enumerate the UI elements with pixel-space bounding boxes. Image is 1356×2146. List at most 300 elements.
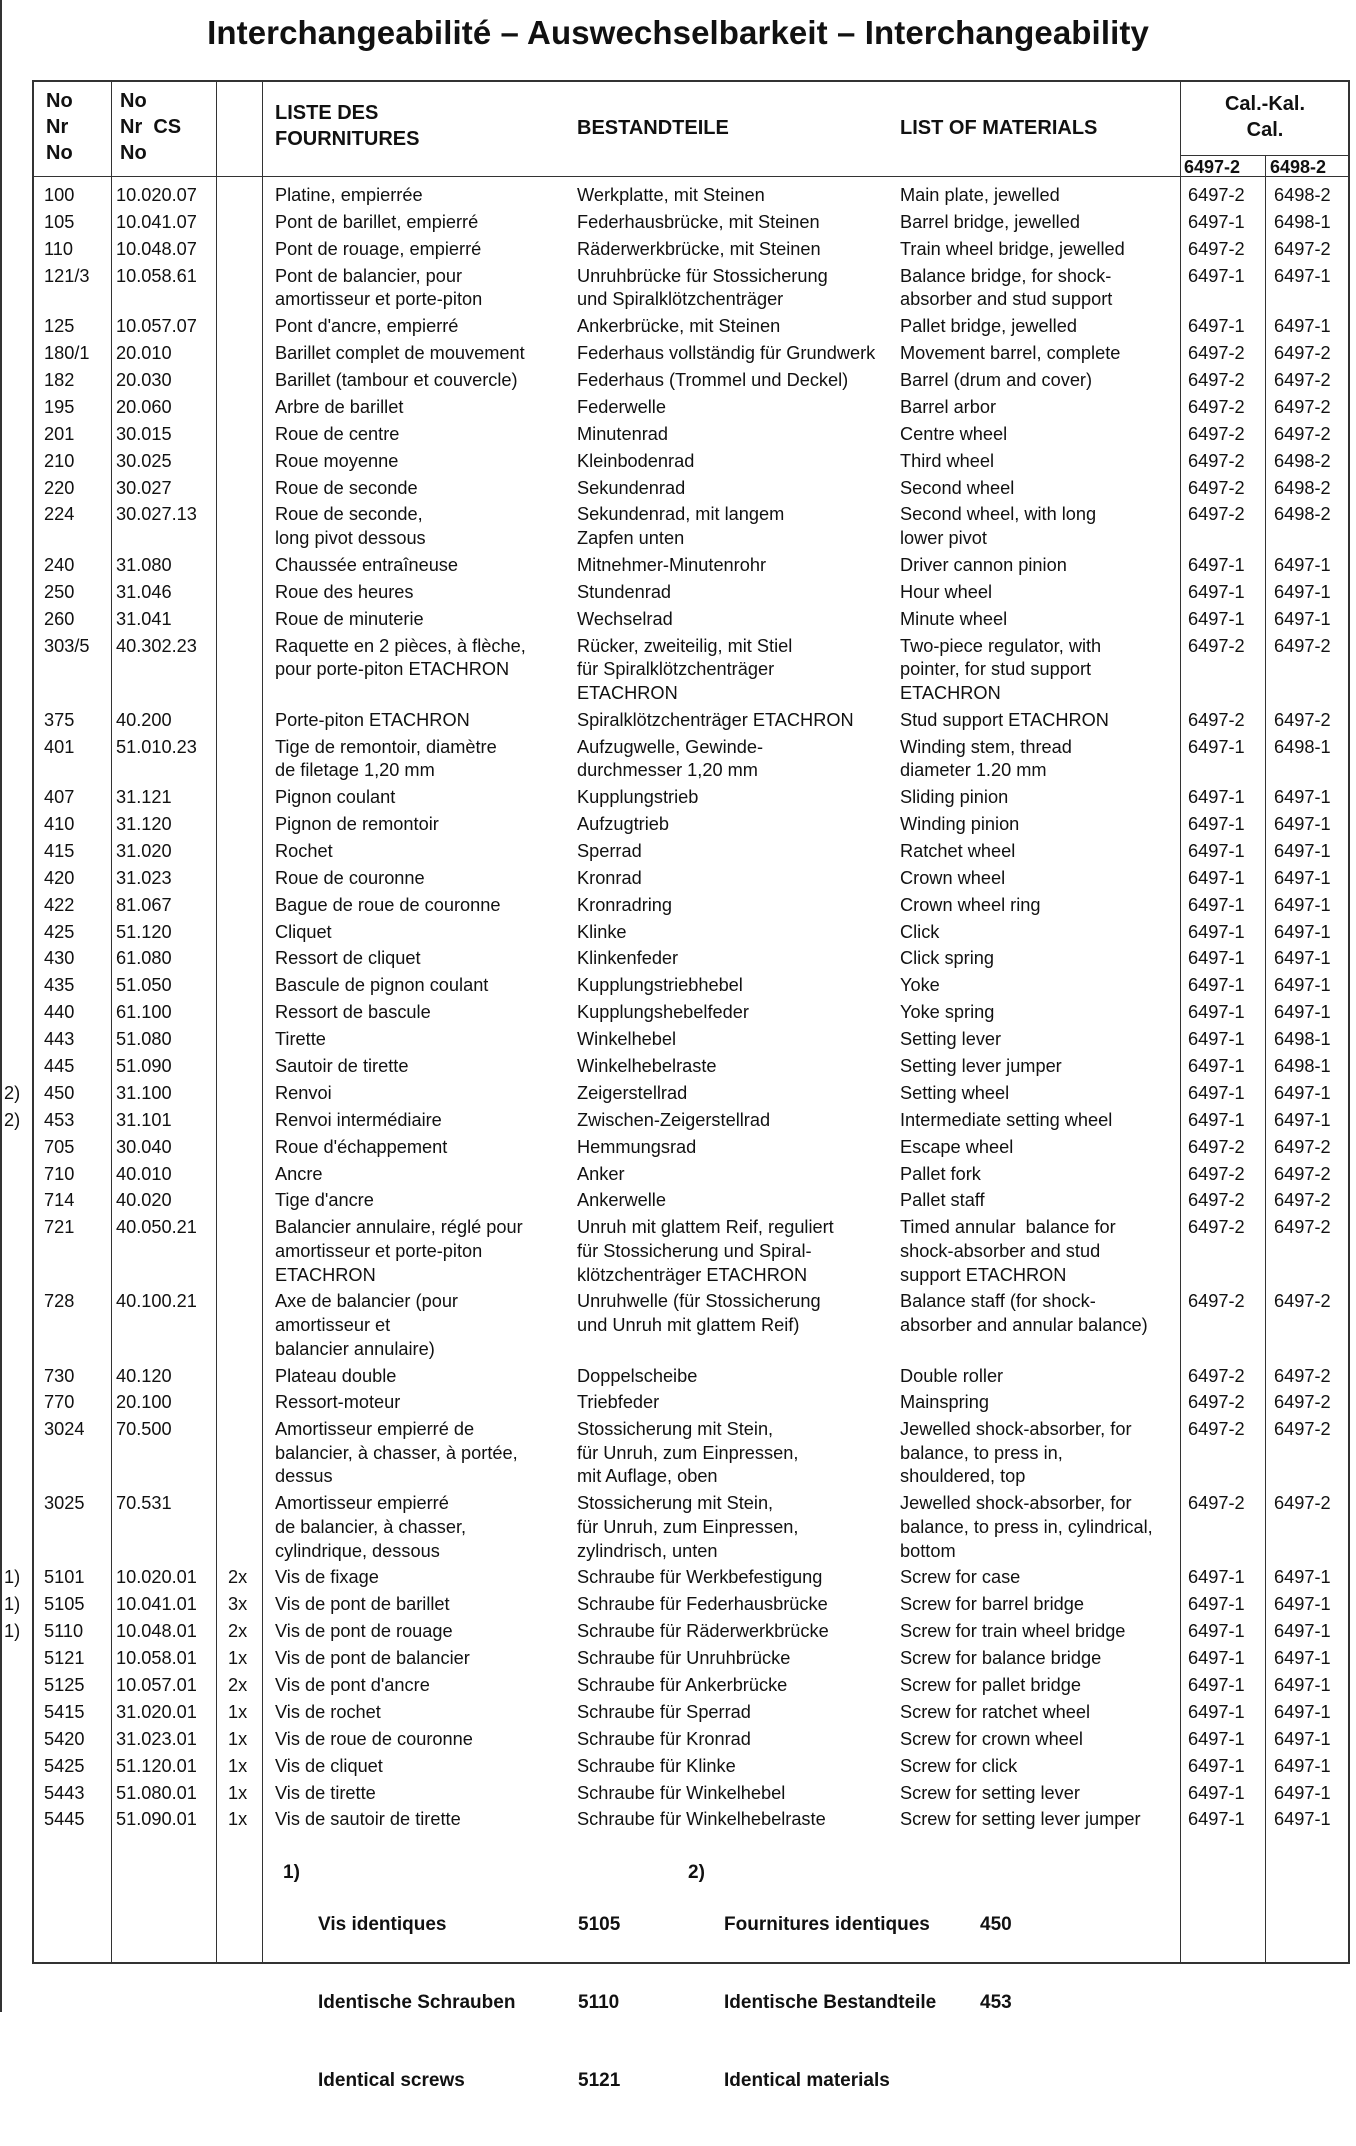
cs-number: 30.027.13 [116,504,197,525]
part-number: 721 [44,1217,75,1238]
part-name-en: Screw for click [900,1755,1018,1776]
part-number: 100 [44,185,75,205]
cs-number: 61.080 [116,948,172,969]
part-name-fr: amortisseur et [275,1315,391,1335]
part-name-fr: Cliquet [275,921,332,942]
part-name-en: Intermediate setting wheel [900,1109,1113,1130]
table-row [0,265,1356,316]
part-name-fr: Tirette [275,1029,326,1050]
cal-6498-2-value: 6497-1 [1274,1728,1331,1749]
part-name-en: Timed annular balance for [900,1217,1116,1238]
part-name-fr: Roue de seconde [275,477,418,498]
footnote-1-line: Identische Schrauben [318,1992,516,2013]
table-row [0,813,1356,840]
cs-number: 30.027 [116,477,172,498]
footnote-2-text [724,1860,936,2146]
cal-6498-2-value: 6497-2 [1274,1136,1331,1157]
table-row [0,1492,1356,1566]
footnote-1-text [318,1860,515,2146]
cal-6497-2-value: 6497-1 [1188,948,1245,969]
part-name-fr: Vis de roue de couronne [275,1728,473,1749]
part-name-de: Sekundenrad [577,477,686,498]
part-number: 435 [44,975,75,996]
part-number: 453 [44,1109,75,1130]
cs-number: 40.020 [116,1190,172,1211]
table-row [0,1216,1356,1290]
header-rule [32,176,1350,177]
cal-6498-2-value: 6497-2 [1274,396,1331,417]
cal-6497-2-value: 6497-1 [1188,581,1245,602]
part-number: 5425 [44,1755,85,1776]
part-name-de: Stossicherung mit Stein, [577,1493,774,1514]
part-name-de: Federwelle [577,396,666,417]
part-name-de: Schraube für Sperrad [577,1701,751,1722]
part-name-en: Screw for balance bridge [900,1648,1102,1669]
part-name-de: Schraube für Unruhbrücke [577,1648,791,1669]
cs-number: 51.120 [116,921,172,942]
cal-6497-2-value: 6497-1 [1188,608,1245,629]
quantity: 2x [228,1621,248,1642]
quantity: 1x [228,1648,248,1669]
quantity: 2x [228,1567,248,1588]
part-name-de: Kupplungstriebhebel [577,975,743,996]
cal-6497-2-value: 6497-2 [1188,1419,1245,1440]
cal-6498-2-value: 6498-1 [1274,736,1331,757]
part-name-de: Doppelscheibe [577,1365,698,1386]
part-name-en: Main plate, jewelled [900,185,1060,205]
part-name-en: Winding stem, thread [900,736,1072,757]
quantity: 1x [228,1782,248,1803]
table-row [0,1808,1356,1835]
footnote-2-line: Fournitures identiques [724,1914,930,1935]
part-name-de: ETACHRON [577,682,678,703]
part-number: 770 [44,1392,75,1413]
cal-6498-2-value: 6497-1 [1274,1594,1331,1615]
part-number: 105 [44,211,75,232]
quantity: 1x [228,1728,248,1749]
part-name-de: Minutenrad [577,423,668,444]
part-name-fr: Balancier annulaire, réglé pour [275,1217,523,1238]
part-name-en: Screw for setting lever [900,1782,1080,1803]
table-row [0,974,1356,1001]
table-row [0,477,1356,504]
part-number: 5121 [44,1648,85,1669]
part-number: 710 [44,1163,75,1184]
cal-6498-2-value: 6497-1 [1274,787,1331,808]
cs-number: 40.050.21 [116,1217,197,1238]
cs-number: 51.120.01 [116,1755,197,1776]
part-name-de: Werkplatte, mit Steinen [577,185,765,205]
cal-6498-2-value: 6498-1 [1274,1055,1331,1076]
part-name-fr: Rochet [275,840,333,861]
part-name-fr: Axe de balancier (pour [275,1291,458,1312]
cal-6497-2-value: 6497-1 [1188,1701,1245,1722]
row-note-marker: 1) [4,1594,21,1615]
part-name-de: Schraube für Kronrad [577,1728,751,1749]
cal-6498-2-value: 6497-1 [1274,1109,1331,1130]
cal-6498-2-value: 6497-1 [1274,316,1331,337]
part-number: 440 [44,1002,75,1023]
part-name-en: Crown wheel ring [900,894,1041,915]
part-name-fr: amortisseur et porte-piton [275,1240,483,1261]
part-name-de: für Unruh, zum Einpressen, [577,1442,799,1463]
part-number: 5110 [44,1621,84,1642]
part-name-fr: Ancre [275,1163,323,1184]
cal-6498-2-value: 6498-2 [1274,450,1331,471]
part-name-en: bottom [900,1540,956,1561]
part-name-fr: Renvoi [275,1082,332,1103]
part-name-de: und Unruh mit glattem Reif) [577,1315,800,1335]
cal-6498-2-value: 6497-2 [1274,369,1331,390]
cal-6497-2-value: 6497-1 [1188,1621,1245,1642]
cal-6498-2-value: 6497-1 [1274,840,1331,861]
table-row [0,554,1356,581]
cs-number: 51.090.01 [116,1809,197,1830]
header-no-line: Nr [46,116,69,138]
table-row [0,1782,1356,1809]
part-name-de: Winkelhebelraste [577,1055,717,1076]
part-name-fr: balancier, à chasser, à portée, [275,1442,518,1463]
quantity: 1x [228,1701,248,1722]
part-name-en: Third wheel [900,450,995,471]
part-number: 730 [44,1365,75,1386]
part-name-en: Screw for barrel bridge [900,1594,1084,1615]
cal-6498-2-value: 6497-1 [1274,1675,1331,1696]
cs-number: 51.010.23 [116,736,197,757]
part-name-de: Kronrad [577,867,642,888]
part-number: 5125 [44,1675,85,1696]
part-name-fr: Roue de centre [275,423,400,444]
part-name-fr: Pont de barillet, empierré [275,211,479,232]
part-name-en: balance, to press in, cylindrical, [900,1516,1153,1537]
cal-6497-2-value: 6497-1 [1188,1594,1245,1615]
cal-6497-2-value: 6497-1 [1188,813,1245,834]
cal-6497-2-value: 6497-1 [1188,894,1245,915]
cal-6498-2-value: 6497-1 [1274,1567,1331,1588]
cal-6497-2-value: 6497-2 [1188,709,1245,730]
header-no-line: No [46,142,73,164]
cal-6497-2-value: 6497-1 [1188,1782,1245,1803]
part-name-en: Second wheel [900,477,1015,498]
cs-number: 31.121 [116,787,172,808]
cal-6498-2-value: 6497-1 [1274,921,1331,942]
part-name-en: Double roller [900,1365,1004,1386]
part-name-fr: Platine, empierrée [275,185,423,205]
part-name-fr: Pignon de remontoir [275,813,439,834]
table-row [0,1082,1356,1109]
table-row [0,709,1356,736]
cal-6497-2-value: 6497-2 [1188,1217,1245,1238]
part-name-fr: de balancier, à chasser, [275,1516,467,1537]
cal-6498-2-value: 6497-2 [1274,1365,1331,1386]
cal-6498-2-value: 6497-1 [1274,813,1331,834]
parts-table-body [0,184,1356,1835]
part-name-fr: Roue des heures [275,581,414,602]
page-title: Interchangeabilité – Auswechselbarkeit – Interchangeability [207,14,1149,51]
table-row [0,840,1356,867]
footnote-1-ref: 5105 [578,1914,621,1935]
part-name-en: Winding pinion [900,813,1020,834]
part-name-de: Zapfen unten [577,528,685,548]
part-name-fr: Pont de balancier, pour [275,265,463,286]
part-number: 425 [44,921,75,942]
cal-6497-2-value: 6497-2 [1188,369,1245,390]
part-name-en: absorber and annular balance) [900,1315,1148,1335]
part-name-en: Driver cannon pinion [900,554,1067,575]
part-name-en: Yoke spring [900,1002,995,1023]
part-name-fr: Roue de minuterie [275,608,424,629]
cal-6497-2-value: 6497-2 [1188,1365,1245,1386]
part-name-fr: Amortisseur empierré de [275,1419,475,1440]
table-row [0,1055,1356,1082]
part-name-de: Schraube für Winkelhebelraste [577,1809,826,1830]
part-name-fr: ETACHRON [275,1264,376,1285]
cal-6497-2-value: 6497-1 [1188,1809,1245,1830]
part-name-de: Schraube für Winkelhebel [577,1782,786,1803]
cal-6498-2-value: 6497-1 [1274,948,1331,969]
cal-6497-2-value: 6497-1 [1188,840,1245,861]
part-name-en: Minute wheel [900,608,1008,629]
cal-6498-2-value: 6497-1 [1274,1621,1331,1642]
part-name-en: Balance staff (for shock- [900,1291,1096,1312]
part-name-de: Stundenrad [577,581,672,602]
cs-number: 20.030 [116,369,172,390]
part-name-de: Schraube für Federhausbrücke [577,1594,828,1615]
part-number: 5105 [44,1594,85,1615]
part-number: 728 [44,1291,75,1312]
header-cal-6497-2: 6497-2 [1184,157,1241,177]
part-name-en: Screw for setting lever jumper [900,1809,1141,1830]
part-name-fr: Roue moyenne [275,450,399,471]
cs-number: 40.302.23 [116,635,197,656]
part-name-de: Ankerbrücke, mit Steinen [577,316,781,337]
row-note-marker: 2) [4,1109,21,1130]
table-row [0,921,1356,948]
part-name-en: Click [900,921,940,942]
part-name-fr: Vis de pont de barillet [275,1594,450,1615]
cal-6498-2-value: 6497-2 [1274,1419,1331,1440]
cs-number: 20.010 [116,343,172,364]
cs-number: 10.020.07 [116,185,197,205]
cs-number: 10.048.01 [116,1621,197,1642]
footnote-1-line: Vis identiques [318,1914,447,1935]
header-fr-line: LISTE DES [275,102,379,124]
part-number: 3025 [44,1493,85,1514]
part-name-fr: Vis de pont de balancier [275,1648,470,1669]
part-name-en: pointer, for stud support [900,659,1092,680]
cal-6498-2-value: 6497-1 [1274,1701,1331,1722]
cs-number: 51.050 [116,975,172,996]
cs-number: 31.020 [116,840,172,861]
part-name-de: Triebfeder [577,1392,660,1413]
part-name-de: Unruh mit glattem Reif, reguliert [577,1217,834,1238]
table-row [0,635,1356,709]
header-nrcs-line: No [120,142,147,164]
part-name-en: Setting wheel [900,1082,1010,1103]
cs-number: 10.041.07 [116,211,197,232]
cal-6498-2-value: 6497-2 [1274,1217,1331,1238]
part-name-de: Zeigerstellrad [577,1082,688,1103]
cal-6498-2-value: 6497-1 [1274,975,1331,996]
part-name-fr: Roue d'échappement [275,1136,448,1157]
part-number: 110 [44,238,73,259]
cal-6498-2-value: 6498-2 [1274,185,1331,205]
part-name-de: Hemmungsrad [577,1136,697,1157]
part-name-en: Click spring [900,948,994,969]
part-name-fr: Pont d'ancre, empierré [275,316,459,337]
quantity: 1x [228,1809,248,1830]
cal-6498-2-value: 6497-1 [1274,894,1331,915]
part-name-en: ETACHRON [900,682,1001,703]
cal-6497-2-value: 6497-1 [1188,1002,1245,1023]
cal-6498-2-value: 6497-2 [1274,238,1331,259]
part-number: 443 [44,1029,75,1050]
cal-6497-2-value: 6497-2 [1188,343,1245,364]
part-name-en: balance, to press in, [900,1442,1063,1463]
part-name-en: Crown wheel [900,867,1006,888]
part-name-fr: Bague de roue de couronne [275,894,501,915]
table-row [0,1365,1356,1392]
part-name-de: und Spiralklötzchenträger [577,289,784,310]
part-name-fr: Vis de fixage [275,1567,379,1588]
part-name-de: Kupplungstrieb [577,787,699,808]
part-name-de: Schraube für Klinke [577,1755,736,1776]
cal-6498-2-value: 6497-2 [1274,1190,1331,1211]
cal-6498-2-value: 6497-2 [1274,1493,1331,1514]
part-name-fr: Renvoi intermédiaire [275,1109,442,1130]
part-name-fr: dessus [275,1466,333,1487]
cal-6497-2-value: 6497-1 [1188,1082,1245,1103]
row-note-marker: 1) [4,1621,21,1642]
part-name-en: Sliding pinion [900,787,1009,808]
table-row [0,581,1356,608]
part-name-en: support ETACHRON [900,1264,1067,1285]
part-name-de: Kupplungshebelfeder [577,1002,749,1023]
table-row [0,1593,1356,1620]
table-row [0,1391,1356,1418]
part-name-en: Hour wheel [900,581,992,602]
cs-number: 31.100 [116,1082,172,1103]
part-name-de: Aufzugtrieb [577,813,670,834]
header-fr-line: FOURNITURES [275,128,420,150]
cal-6497-2-value: 6497-2 [1188,1392,1245,1413]
row-note-marker: 2) [4,1082,21,1103]
part-name-fr: cylindrique, dessous [275,1540,440,1561]
footnote-2-marker: 2) [688,1862,705,1883]
table-row [0,608,1356,635]
part-name-de: Wechselrad [577,608,673,629]
cs-number: 31.080 [116,554,172,575]
table-row [0,1755,1356,1782]
part-number: 240 [44,554,75,575]
cal-6497-2-value: 6497-1 [1188,1755,1245,1776]
part-name-en: shouldered, top [900,1466,1026,1487]
table-row [0,450,1356,477]
cal-6498-2-value: 6498-1 [1274,211,1331,232]
part-name-en: Movement barrel, complete [900,343,1121,364]
cal-6497-2-value: 6497-2 [1188,1136,1245,1157]
table-row [0,1290,1356,1364]
table-row [0,1028,1356,1055]
part-name-de: Rücker, zweiteilig, mit Stiel [577,635,793,656]
cs-number: 10.057.01 [116,1675,197,1696]
part-number: 195 [44,396,75,417]
cal-6497-2-value: 6497-1 [1188,1675,1245,1696]
part-name-fr: balancier annulaire) [275,1338,435,1359]
table-row [0,867,1356,894]
table-row [0,1674,1356,1701]
cal-6497-2-value: 6497-1 [1188,736,1245,757]
header-nr-cs [120,88,181,166]
part-name-fr: Pignon coulant [275,787,396,808]
cal-6497-2-value: 6497-2 [1188,423,1245,444]
cs-number: 10.058.01 [116,1648,197,1669]
part-number: 5443 [44,1782,85,1803]
part-number: 121/3 [44,265,90,286]
cal-6497-2-value: 6497-2 [1188,635,1245,656]
cal-6498-2-value: 6497-1 [1274,1782,1331,1803]
part-name-fr: Tige d'ancre [275,1190,374,1211]
cal-6498-2-value: 6497-2 [1274,1291,1331,1312]
part-name-de: Klinke [577,921,627,942]
table-row [0,1418,1356,1492]
cal-6497-2-value: 6497-1 [1188,1109,1245,1130]
cal-6497-2-value: 6497-2 [1188,185,1245,205]
header-cal-line: Cal.-Kal. [1224,93,1306,115]
part-name-fr: pour porte-piton ETACHRON [275,659,510,680]
cal-6497-2-value: 6497-1 [1188,867,1245,888]
part-name-en: Escape wheel [900,1136,1014,1157]
table-row [0,1566,1356,1593]
table-row [0,1647,1356,1674]
footnote-1-refs [578,1860,620,2146]
cal-6498-2-value: 6497-1 [1274,1755,1331,1776]
cal-6497-2-value: 6497-2 [1188,1163,1245,1184]
cal-6498-2-value: 6497-1 [1274,1082,1331,1103]
table-row [0,894,1356,921]
part-name-de: für Unruh, zum Einpressen, [577,1516,799,1537]
part-number: 422 [44,894,75,915]
part-name-en: Setting lever jumper [900,1055,1062,1076]
quantity: 2x [228,1675,248,1696]
cs-number: 40.120 [116,1365,172,1386]
part-name-en: Screw for ratchet wheel [900,1701,1091,1722]
part-number: 714 [44,1190,75,1211]
cal-6498-2-value: 6497-1 [1274,554,1331,575]
part-name-de: Mitnehmer-Minutenrohr [577,554,767,575]
part-name-fr: Tige de remontoir, diamètre [275,736,497,757]
cal-6497-2-value: 6497-1 [1188,1055,1245,1076]
part-name-de: Sekundenrad, mit langem [577,504,785,525]
part-name-en: Second wheel, with long [900,504,1097,525]
part-name-fr: long pivot dessous [275,528,426,548]
table-row [0,238,1356,265]
part-number: 224 [44,504,75,525]
cs-number: 31.023 [116,867,172,888]
header-fournitures [275,100,419,152]
part-name-de: für Spiralklötzchenträger [577,659,775,680]
part-number: 260 [44,608,75,629]
part-number: 410 [44,813,75,834]
part-name-de: Stossicherung mit Stein, [577,1419,774,1440]
part-name-fr: Amortisseur empierré [275,1493,449,1514]
part-number: 303/5 [44,635,90,656]
part-name-en: Screw for train wheel bridge [900,1621,1126,1642]
part-name-en: Barrel bridge, jewelled [900,211,1080,232]
cal-6497-2-value: 6497-1 [1188,1567,1245,1588]
header-cal-line: Cal. [1246,119,1284,141]
cal-6497-2-value: 6497-2 [1188,396,1245,417]
